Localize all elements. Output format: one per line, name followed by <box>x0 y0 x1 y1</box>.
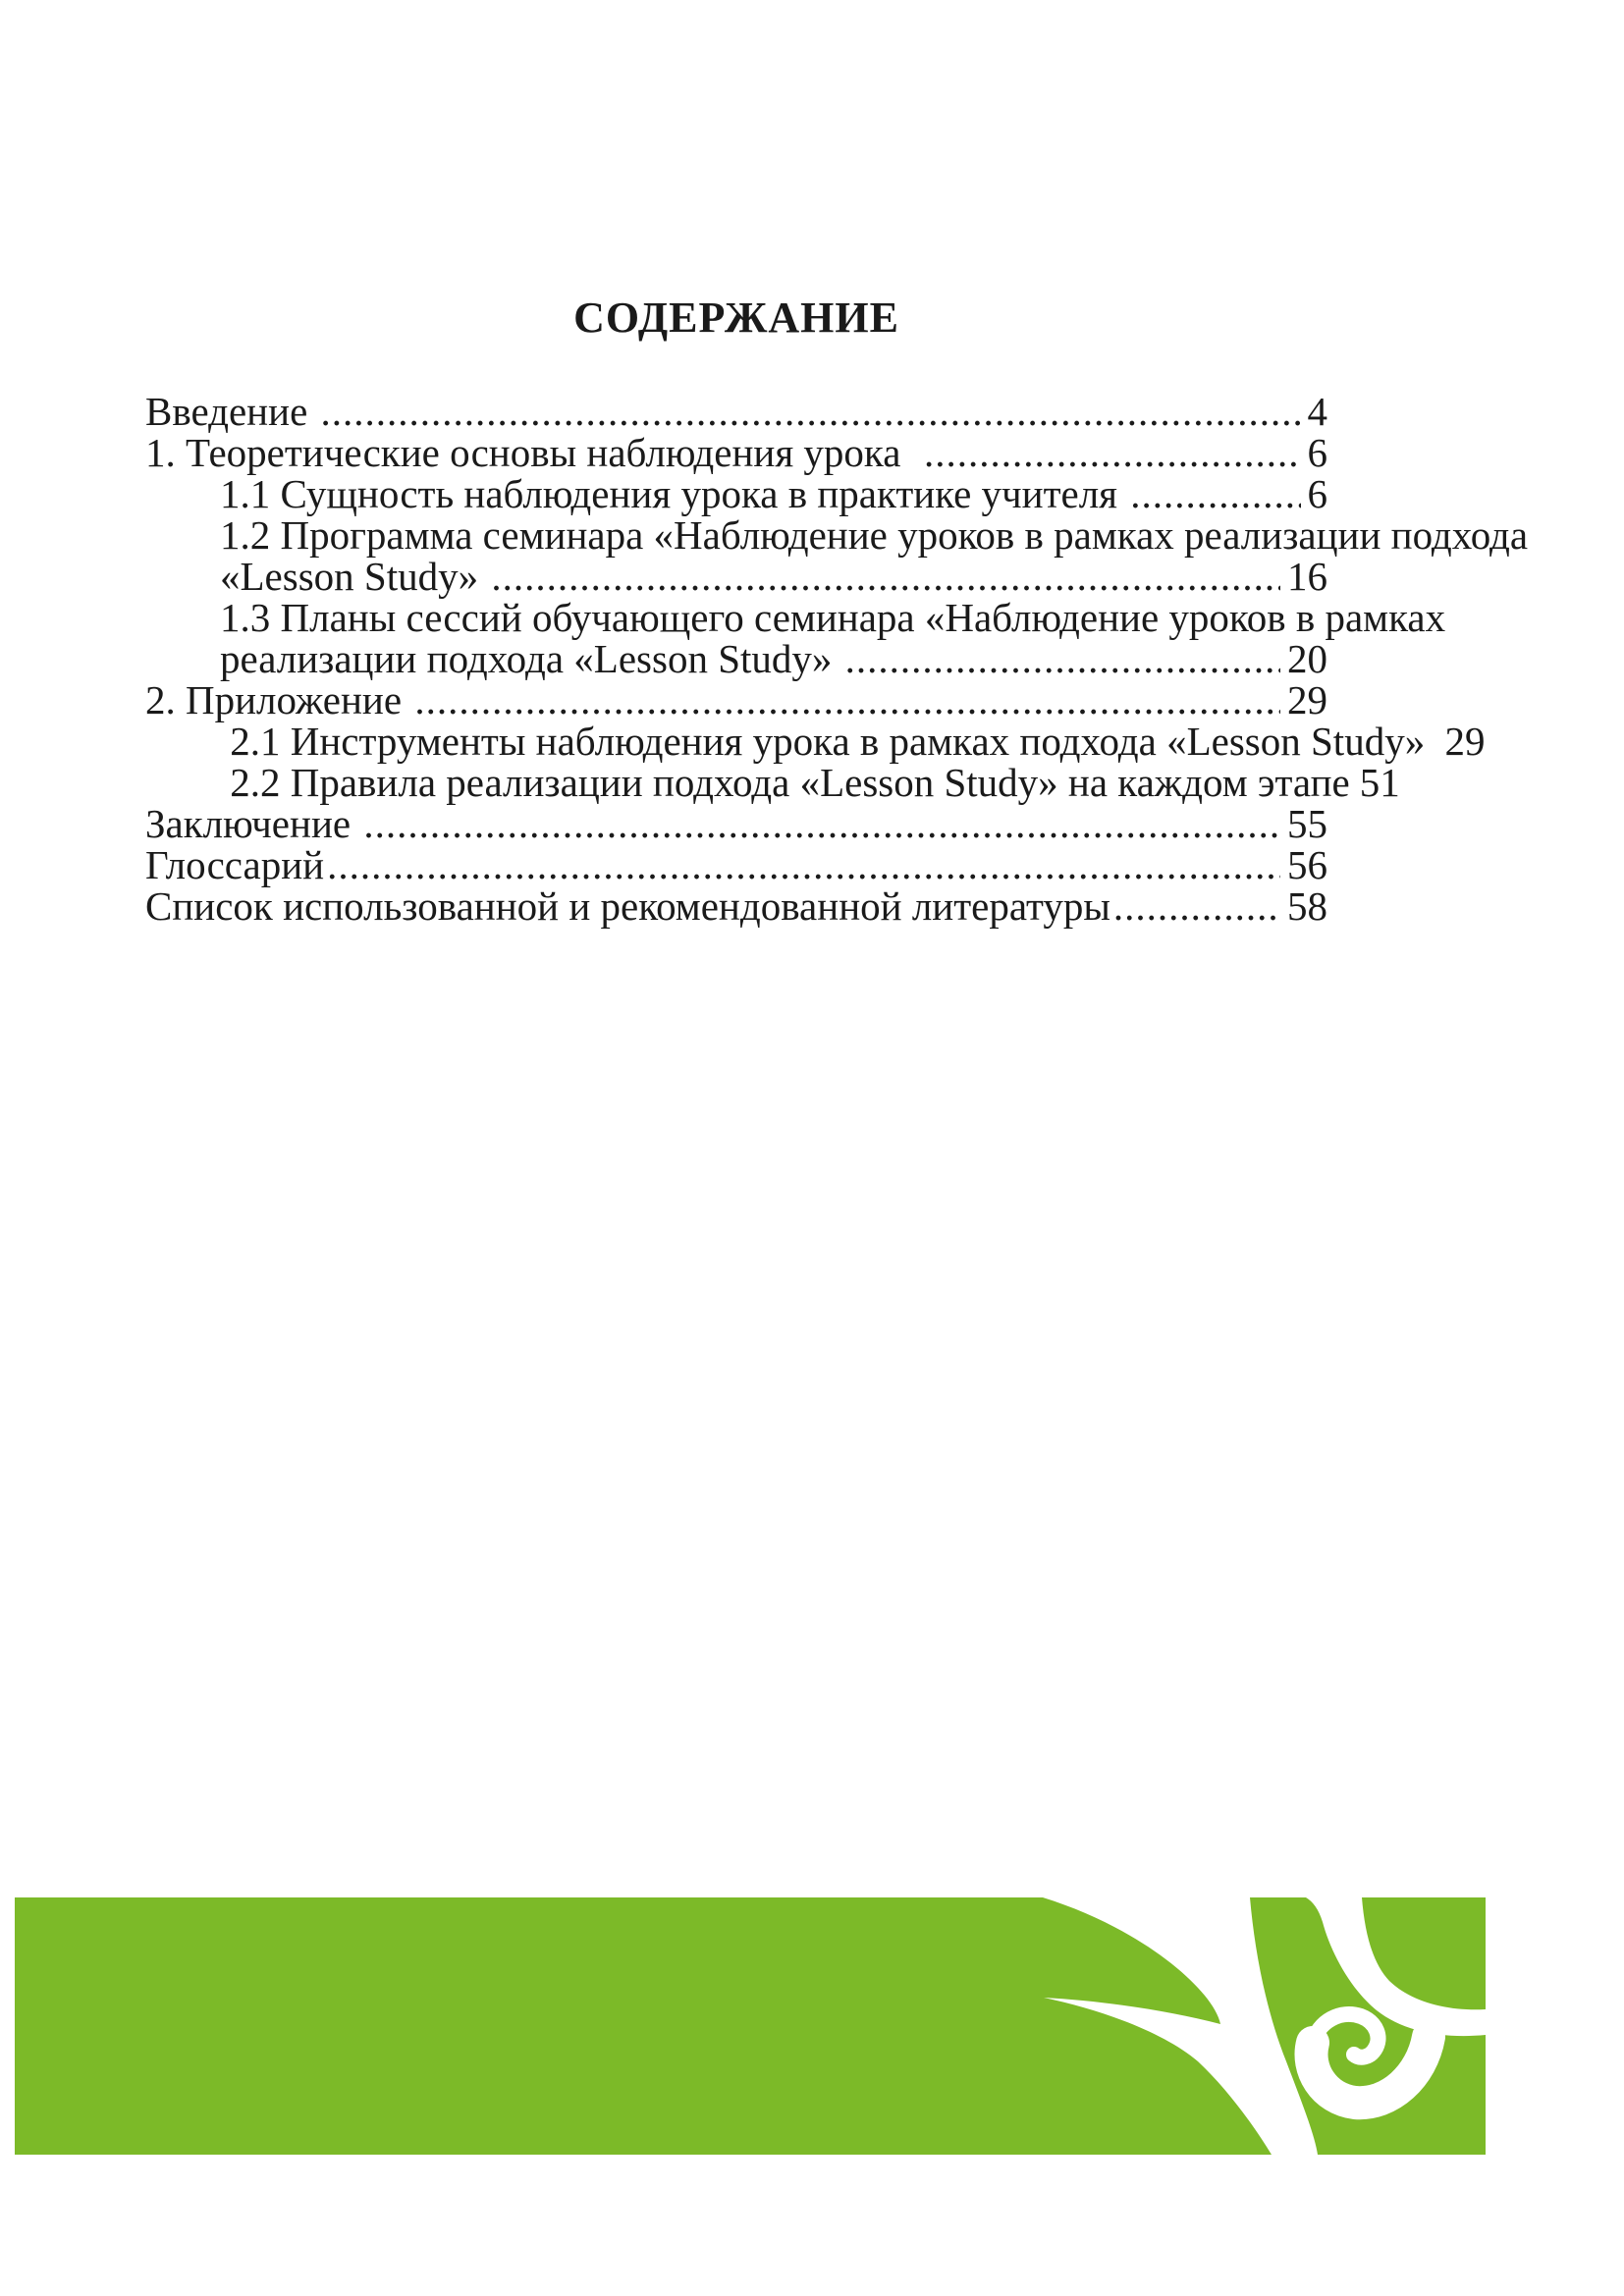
toc-entry-label: «Lesson Study» <box>220 554 489 599</box>
dotted-leader <box>488 556 1280 597</box>
dotted-leader <box>842 638 1280 679</box>
toc-entry-label: 1.3 Планы сессий обучающего семинара «Наблюдение уроков в рамках <box>220 595 1446 640</box>
toc-entry <box>145 679 1327 721</box>
dotted-leader <box>324 844 1280 885</box>
table-of-contents <box>145 294 1529 929</box>
toc-entry-label: Введение <box>145 389 318 434</box>
toc-page-number: 16 <box>1287 554 1327 599</box>
toc-page-number: 6 <box>1307 430 1327 475</box>
toc-page-number: 29 <box>1444 719 1486 764</box>
toc-entry-label: реализации подхода «Lesson Study» <box>220 636 842 681</box>
toc-entry <box>145 803 1327 844</box>
toc-entry <box>145 556 1327 597</box>
toc-entry-label: 1.2 Программа семинара «Наблюдение уроков в рамках реализации подхода <box>220 512 1529 558</box>
dotted-leader <box>1110 885 1280 927</box>
toc-page-number: 58 <box>1287 883 1327 929</box>
toc-page-number: 51 <box>1359 760 1400 805</box>
toc-entry-label: Список использованной и рекомендованной литературы <box>145 883 1110 929</box>
toc-entry <box>145 885 1327 927</box>
toc-entry <box>145 638 1327 679</box>
toc-entry-label: 2. Приложение <box>145 677 412 722</box>
toc-entry <box>145 391 1327 432</box>
toc-entry-label: Глоссарий <box>145 842 325 887</box>
toc-entry-label: 1. Теоретические основы наблюдения урока <box>145 430 921 475</box>
toc-page-number: 55 <box>1287 801 1327 846</box>
toc-entry <box>145 719 1486 764</box>
toc-page-number: 6 <box>1307 471 1327 516</box>
toc-page-number: 4 <box>1307 389 1327 434</box>
toc-entry <box>145 473 1327 514</box>
toc-entry <box>145 512 1529 558</box>
dotted-leader <box>1435 721 1437 762</box>
dotted-leader <box>318 391 1301 432</box>
dotted-leader <box>1350 762 1353 803</box>
toc-entry <box>145 760 1400 805</box>
dotted-leader <box>360 803 1280 844</box>
toc-entry <box>145 844 1327 885</box>
toc-page-number: 56 <box>1287 842 1327 887</box>
toc-page-number: 29 <box>1287 677 1327 722</box>
page-title: СОДЕРЖАНИЕ <box>573 294 899 342</box>
toc-entry-label: 1.1 Сущность наблюдения урока в практике учителя <box>220 471 1128 516</box>
footer-ornament <box>0 1865 1624 2296</box>
toc-entry-label: 2.2 Правила реализации подхода «Lesson Study» на каждом этапе <box>220 760 1350 805</box>
toc-entry-label: 2.1 Инструменты наблюдения урока в рамках подхода «Lesson Study» <box>220 719 1435 764</box>
toc-entry <box>145 595 1446 640</box>
dotted-leader <box>1127 473 1300 514</box>
toc-entry <box>145 432 1327 473</box>
dotted-leader <box>411 679 1280 721</box>
toc-page-number: 20 <box>1287 636 1327 681</box>
dotted-leader <box>921 432 1301 473</box>
toc-entry-label: Заключение <box>145 801 361 846</box>
